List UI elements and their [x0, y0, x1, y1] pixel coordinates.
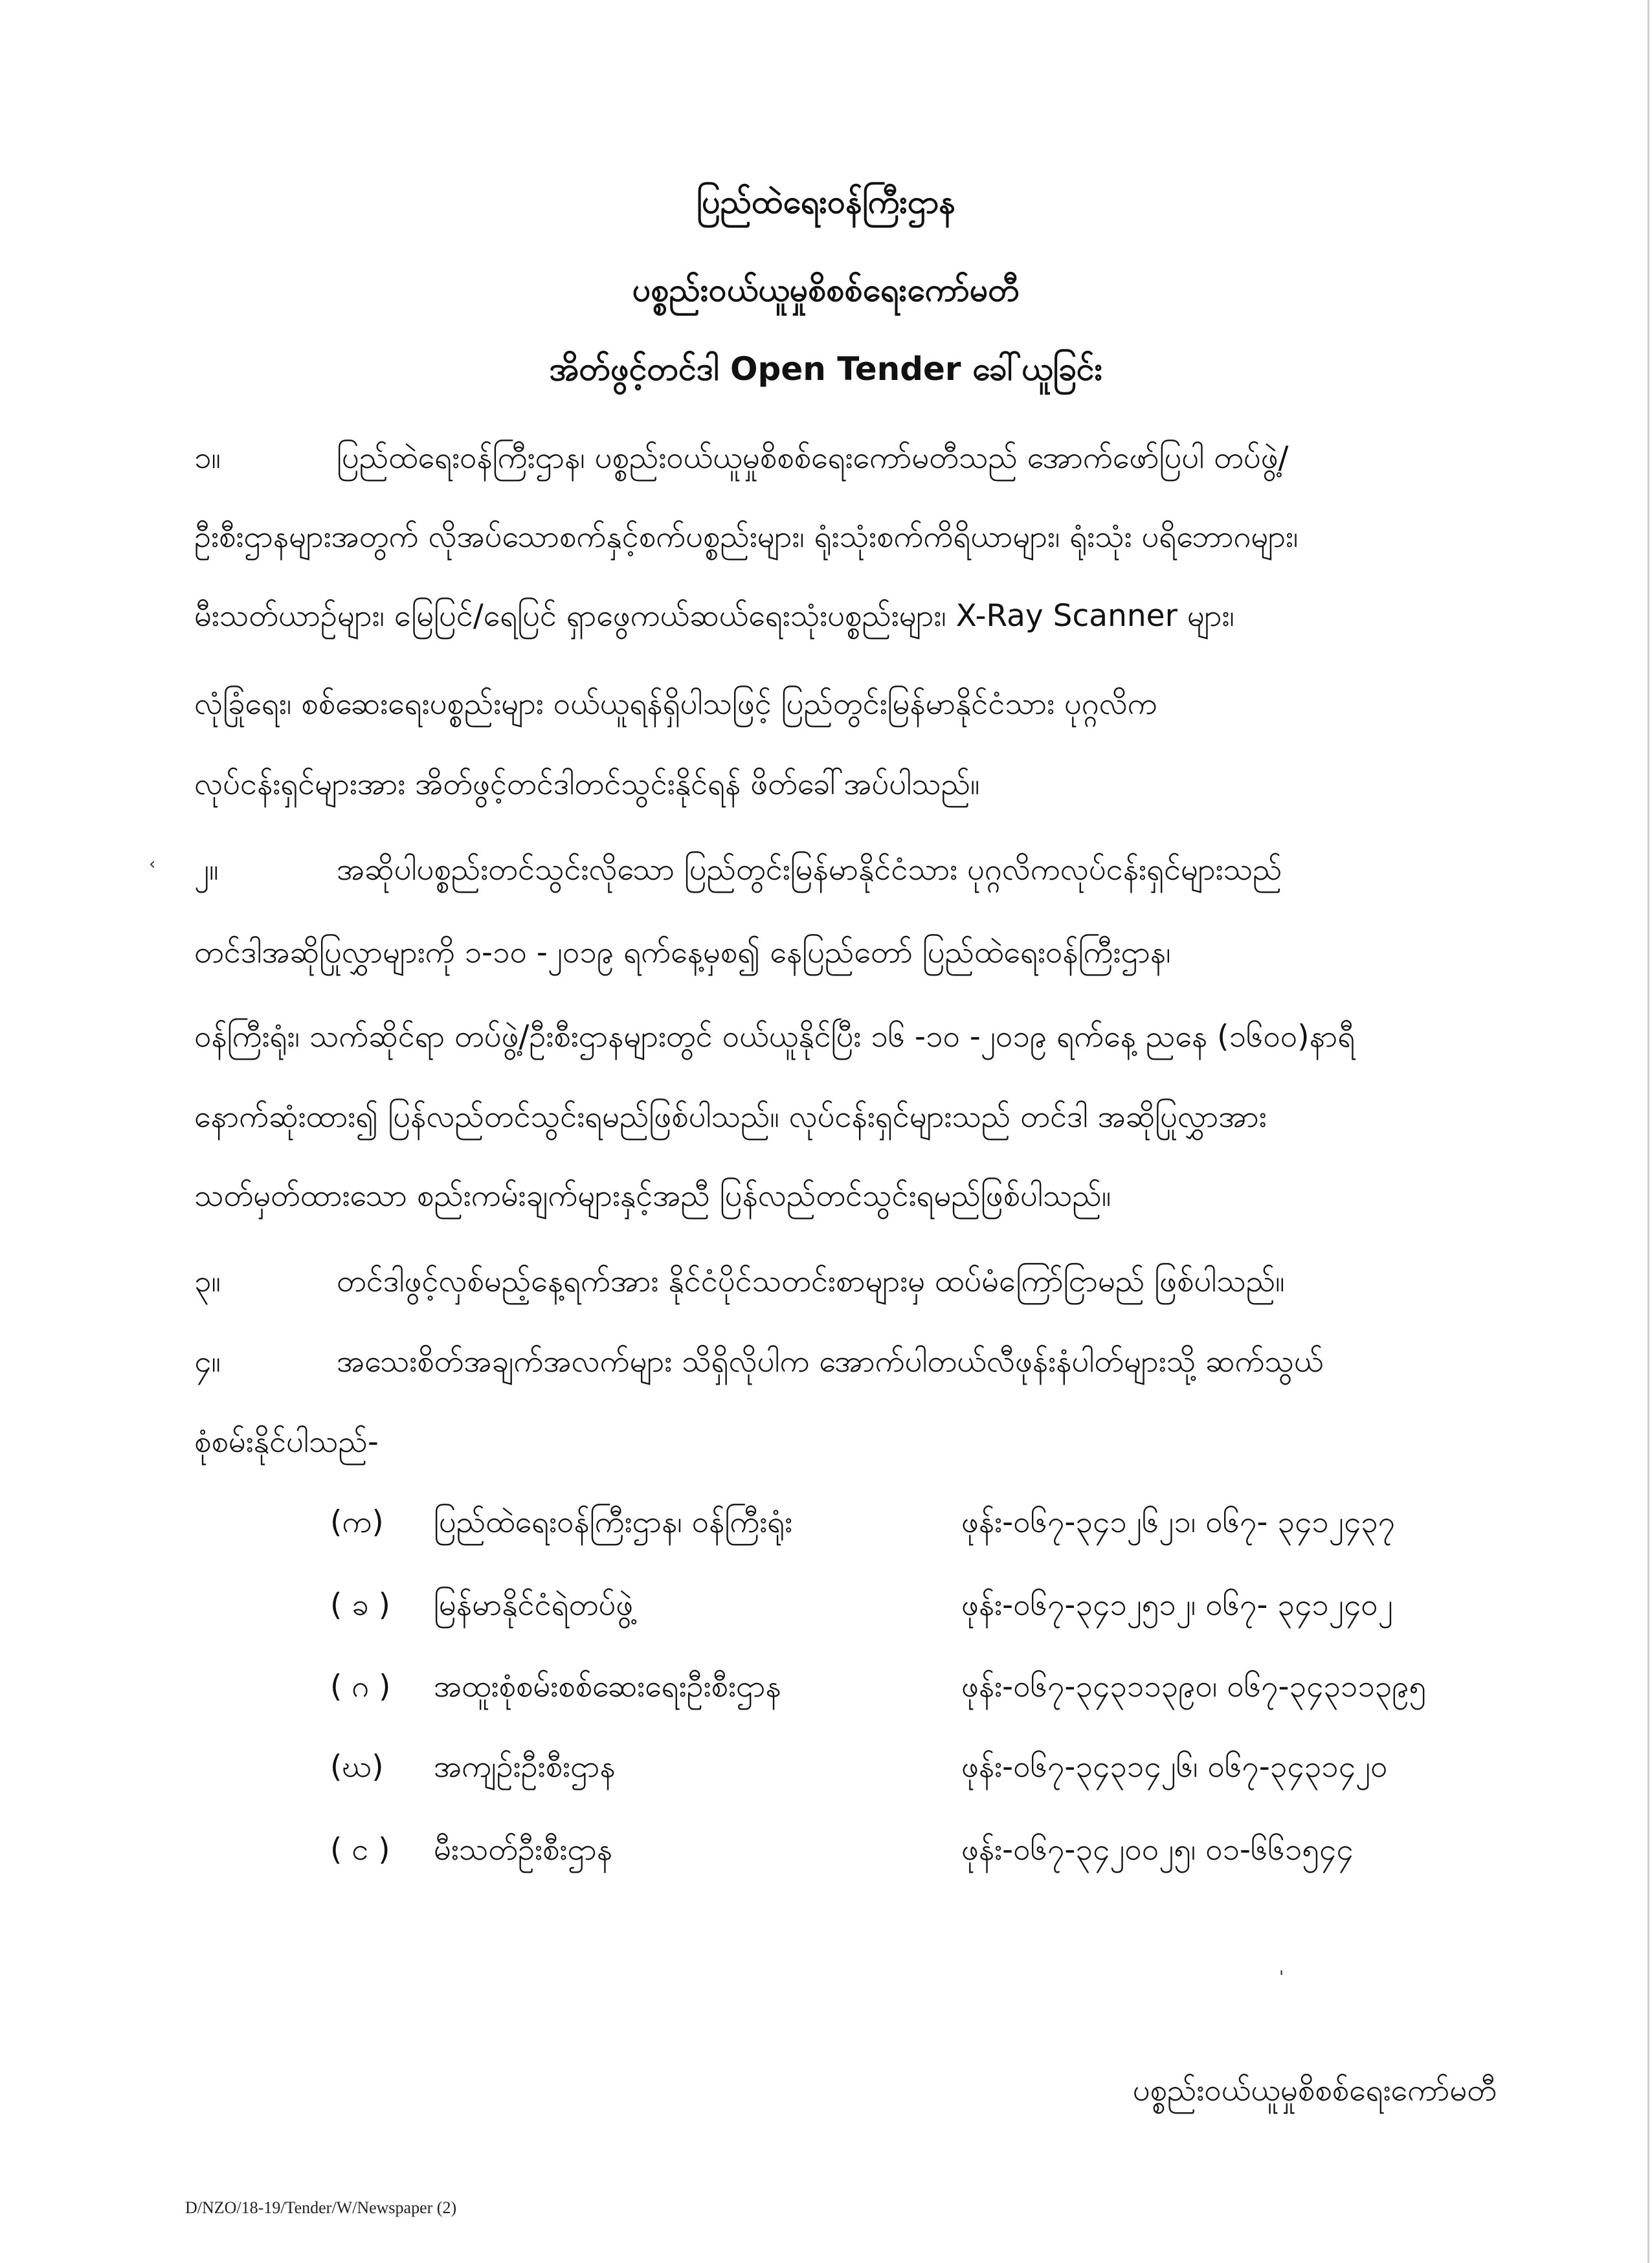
paragraph-2-line-5: သတ်မှတ်ထားသော စည်းကမ်းချက်များနှင့်အညီ ပြန်လည်တင်သွင်းရမည်ဖြစ်ပါသည်။ [194, 1178, 1111, 1214]
committee-signature: ပစ္စည်းဝယ်ယူမှုစိစစ်ရေးကော်မတီ [1132, 2073, 1497, 2108]
paragraph-2-line-3: ဝန်ကြီးရုံး၊ သက်ဆိုင်ရာ တပ်ဖွဲ့/ဦးစီးဌာနများတွင် ဝယ်ယူနိုင်ပြီး ၁၆ -၁၀ -၂၀၁၉ ရက်နေ့ ညနေ (၁၆၀၀)နာရီ [194, 1019, 1356, 1054]
contact-row [330, 1741, 1528, 1793]
contact-row [330, 1579, 1528, 1631]
tender-title: အိတ်ဖွင့်တင်ဒါ Open Tender ခေါ်ယူခြင်း [549, 350, 1103, 388]
document-reference: D/NZO/18-19/Tender/W/Newspaper (2) [185, 2198, 457, 2217]
contact-label: ( င ) [330, 1832, 390, 1867]
paragraph-3-number: ၃။ [194, 1264, 221, 1299]
contact-label: ( ခ ) [330, 1587, 390, 1623]
contact-label: ( ဂ ) [330, 1669, 391, 1704]
contact-label: (ဃ) [330, 1749, 384, 1785]
paragraph-4-line-2: စုံစမ်းနိုင်ပါသည်- [194, 1424, 379, 1460]
paragraph-2-line-1: အဆိုပါပစ္စည်းတင်သွင်းလိုသော ပြည်တွင်းမြန်မာနိုင်ငံသား ပုဂ္ဂလိကလုပ်ငန်းရှင်များသည် [337, 852, 1282, 887]
contact-phone: ဖုန်း-၀၆၇-၃၄၁၂၆၂၁၊ ၀၆၇- ၃၄၁၂၄၃၇ [961, 1504, 1396, 1540]
contact-phone: ဖုန်း-၀၆၇-၃၄၃၁၁၃၉၀၊ ၀၆၇-၃၄၃၁၁၃၉၅ [961, 1669, 1426, 1704]
contact-phone: ဖုန်း-၀၆၇-၃၄၃၁၄၂၆၊ ၀၆၇-၃၄၃၁၄၂၀ [961, 1749, 1388, 1785]
contact-row [330, 1497, 1528, 1548]
paragraph-2-number: ၂။ [194, 852, 219, 887]
paragraph-4-line-1: အသေးစိတ်အချက်အလက်များ သိရှိလိုပါက အောက်ပါတယ်လီဖုန်းနံပါတ်များသို့ ဆက်သွယ် [337, 1344, 1324, 1379]
paragraph-4-number: ၄။ [194, 1344, 221, 1379]
contact-label: (က) [330, 1504, 384, 1540]
ministry-title: ပြည်ထဲရေးဝန်ကြီးဌာန [696, 183, 956, 221]
paragraph-3-line-1: တင်ဒါဖွင့်လှစ်မည့်နေ့ရက်အား နိုင်ငံပိုင်သတင်းစာများမှ ထပ်မံကြော်ငြာမည် ဖြစ်ပါသည်။ [337, 1264, 1285, 1299]
contact-row [330, 1824, 1528, 1876]
paragraph-1-line-2: ဦးစီးဌာနများအတွက် လိုအပ်သောစက်နှင့်စက်ပစ္စည်းများ၊ ရုံးသုံးစက်ကိရိယာများ၊ ရုံးသုံး ပရိဘောဂများ၊ [194, 519, 1299, 555]
paragraph-1-line-3: မီးသတ်ယာဉ်များ၊ မြေပြင်/ရေပြင် ရှာဖွေကယ်ဆယ်ရေးသုံးပစ္စည်းများ၊ X-Ray Scanner များ၊ [194, 598, 1234, 634]
contact-name: မီးသတ်ဦးစီးဌာန [434, 1832, 613, 1867]
paragraph-1-number: ၁။ [194, 440, 221, 476]
paragraph-1-line-5: လုပ်ငန်းရှင်များအား အိတ်ဖွင့်တင်ဒါတင်သွင်းနိုင်ရန် ဖိတ်ခေါ်အပ်ပါသည်။ [194, 766, 980, 802]
scan-edge [1647, 0, 1649, 2263]
scan-mark: ‹ [149, 854, 156, 874]
contact-name: ပြည်ထဲရေးဝန်ကြီးဌာန၊ ဝန်ကြီးရုံး [434, 1504, 793, 1540]
paragraph-2-line-4: နောက်ဆုံးထား၍ ပြန်လည်တင်သွင်းရမည်ဖြစ်ပါသည်။ လုပ်ငန်းရှင်များသည် တင်ဒါ အဆိုပြုလွှာအား [194, 1099, 1267, 1135]
contact-phone: ဖုန်း-၀၆၇-၃၄၁၂၅၁၂၊ ၀၆၇- ၃၄၁၂၄၀၂ [961, 1587, 1393, 1623]
contact-name: အကျဉ်းဦးစီးဌာန [434, 1749, 616, 1785]
paragraph-2-line-2: တင်ဒါအဆိုပြုလွှာများကို ၁-၁၀ -၂၀၁၉ ရက်နေ့မှစ၍ နေပြည်တော် ပြည်ထဲရေးဝန်ကြီးဌာန၊ [194, 935, 1171, 970]
contact-name: မြန်မာနိုင်ငံရဲတပ်ဖွဲ့ [434, 1587, 634, 1623]
contact-row [330, 1661, 1528, 1713]
paragraph-1-line-4: လုံခြုံရေး၊ စစ်ဆေးရေးပစ္စည်းများ ဝယ်ယူရန်ရှိပါသဖြင့် ပြည်တွင်းမြန်မာနိုင်ငံသား ပုဂ္ဂလိက [194, 686, 1157, 722]
scan-mark: ' [1279, 1968, 1284, 1987]
contact-phone: ဖုန်း-၀၆၇-၃၄၂၀၀၂၅၊ ၀၁-၆၆၁၅၄၄ [961, 1832, 1354, 1867]
committee-title: ပစ္စည်းဝယ်ယူမှုစိစစ်ရေးကော်မတီ [632, 271, 1020, 309]
contact-name: အထူးစုံစမ်းစစ်ဆေးရေးဦးစီးဌာန [434, 1669, 781, 1704]
paragraph-1-line-1: ပြည်ထဲရေးဝန်ကြီးဌာန၊ ပစ္စည်းဝယ်ယူမှုစိစစ်ရေးကော်မတီသည် အောက်ဖော်ပြပါ တပ်ဖွဲ့/ [337, 440, 1289, 476]
